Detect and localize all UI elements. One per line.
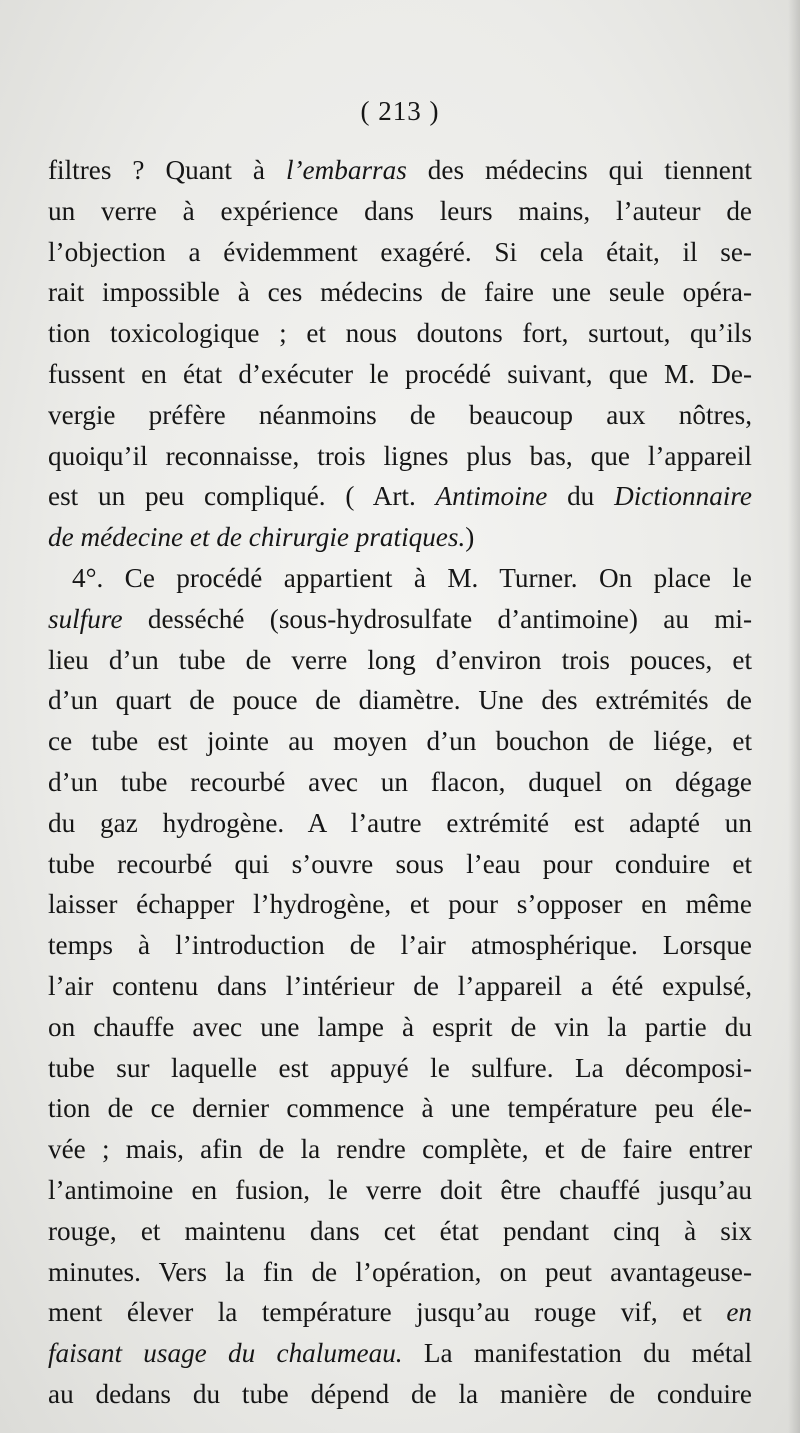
text-line — [48, 1211, 752, 1252]
italic-text: l’embarras — [285, 155, 407, 185]
text-line — [48, 599, 752, 640]
italic-text: faisant usage du chalumeau. — [48, 1338, 403, 1369]
text-segment: l’objection a évidemment exagéré. Si cela était, il se- — [48, 236, 752, 267]
text-segment: des médecins qui tiennent — [406, 155, 752, 185]
text-line — [48, 640, 752, 681]
text-line — [48, 1333, 752, 1374]
text-line — [48, 1048, 752, 1089]
text-segment: un verre à expérience dans leurs mains, l’auteur de — [48, 195, 752, 226]
text-segment: desséché (sous-hydrosulfate d’antimoine) au mi- — [122, 603, 752, 634]
text-segment: du — [547, 481, 615, 512]
italic-text: de médecine et de chirurgie pratiques. — [48, 522, 466, 553]
text-segment: fussent en état d’exécuter le procédé suivant, que M. De- — [48, 358, 752, 389]
text-segment: d’un tube recourbé avec un flacon, duquel on dégage — [48, 766, 752, 797]
page-number: ( 213 ) — [360, 96, 440, 126]
text-segment: laisser échapper l’hydrogène, et pour s’opposer en même — [48, 889, 752, 920]
text-line — [48, 803, 752, 844]
text-line — [48, 476, 752, 517]
text-line — [48, 925, 752, 966]
text-line — [48, 395, 752, 436]
text-line — [48, 1292, 752, 1333]
text-line — [48, 1170, 752, 1211]
italic-text: en — [726, 1297, 752, 1328]
text-line — [48, 436, 752, 477]
text-segment: tube sur laquelle est appuyé le sulfure. La décomposi- — [48, 1052, 752, 1083]
text-segment: ce tube est jointe au moyen d’un bouchon de liége, et — [48, 726, 752, 757]
text-line — [48, 1088, 752, 1129]
text-segment: ) — [465, 522, 475, 553]
text-line — [48, 313, 752, 354]
text-segment: rouge, et maintenu dans cet état pendant cinq à six — [48, 1215, 752, 1246]
text-segment: d’un quart de pouce de diamètre. Une des extrémités de — [48, 685, 752, 716]
text-segment: vée ; mais, afin de la rendre complète, et de faire entrer — [48, 1134, 752, 1165]
text-segment: lieu d’un tube de verre long d’environ trois pouces, et — [48, 644, 752, 675]
text-line — [48, 558, 752, 599]
text-segment: tube recourbé qui s’ouvre sous l’eau pour conduire et — [48, 848, 752, 879]
text-segment: vergie préfère néanmoins de beaucoup aux nôtres, — [48, 399, 752, 430]
text-line — [48, 966, 752, 1007]
italic-text: sulfure — [48, 603, 123, 634]
text-segment: l’antimoine en fusion, le verre doit être chauffé jusqu’au — [48, 1174, 752, 1205]
text-line — [48, 1374, 752, 1415]
text-line — [48, 191, 752, 232]
text-segment: au dedans du tube dépend de la manière de conduire — [48, 1378, 752, 1409]
text-line — [48, 844, 752, 885]
text-line — [48, 1129, 752, 1170]
text-line — [48, 1007, 752, 1048]
text-line — [48, 884, 752, 925]
text-line — [48, 762, 752, 803]
text-line — [48, 150, 752, 191]
text-segment: La manifestation du métal — [402, 1338, 752, 1369]
text-line — [48, 721, 752, 762]
text-line — [48, 232, 752, 273]
text-segment: temps à l’introduction de l’air atmosphérique. Lorsque — [48, 930, 752, 961]
text-line — [48, 272, 752, 313]
text-line — [48, 1252, 752, 1293]
text-segment: 4°. Ce procédé appartient à M. Turner. On place le — [72, 562, 752, 593]
italic-text: Antimoine — [435, 481, 548, 512]
text-segment: quoiqu’il reconnaisse, trois lignes plus bas, que l’appareil — [48, 440, 752, 471]
text-segment: on chauffe avec une lampe à esprit de vin la partie du — [48, 1011, 752, 1042]
page-edge-shadow — [788, 0, 800, 1433]
body-text — [48, 150, 752, 1415]
text-segment: l’air contenu dans l’intérieur de l’appareil a été expulsé, — [48, 970, 752, 1001]
text-line — [48, 354, 752, 395]
text-segment: du gaz hydrogène. A l’autre extrémité est adapté un — [48, 807, 752, 838]
text-line — [48, 680, 752, 721]
text-segment: minutes. Vers la fin de l’opération, on peut avantageuse- — [48, 1256, 752, 1287]
text-segment: est un peu compliqué. ( Art. — [48, 481, 436, 512]
text-line — [48, 517, 752, 558]
text-segment: ment élever la température jusqu’au rouge vif, et — [48, 1297, 727, 1328]
italic-text: Dictionnaire — [614, 481, 752, 512]
text-segment: rait impossible à ces médecins de faire une seule opéra- — [48, 277, 752, 308]
text-segment: filtres ? Quant à — [48, 155, 286, 185]
text-segment: tion de ce dernier commence à une température peu éle- — [48, 1093, 752, 1124]
text-segment: tion toxicologique ; et nous doutons fort, surtout, qu’ils — [48, 318, 752, 349]
